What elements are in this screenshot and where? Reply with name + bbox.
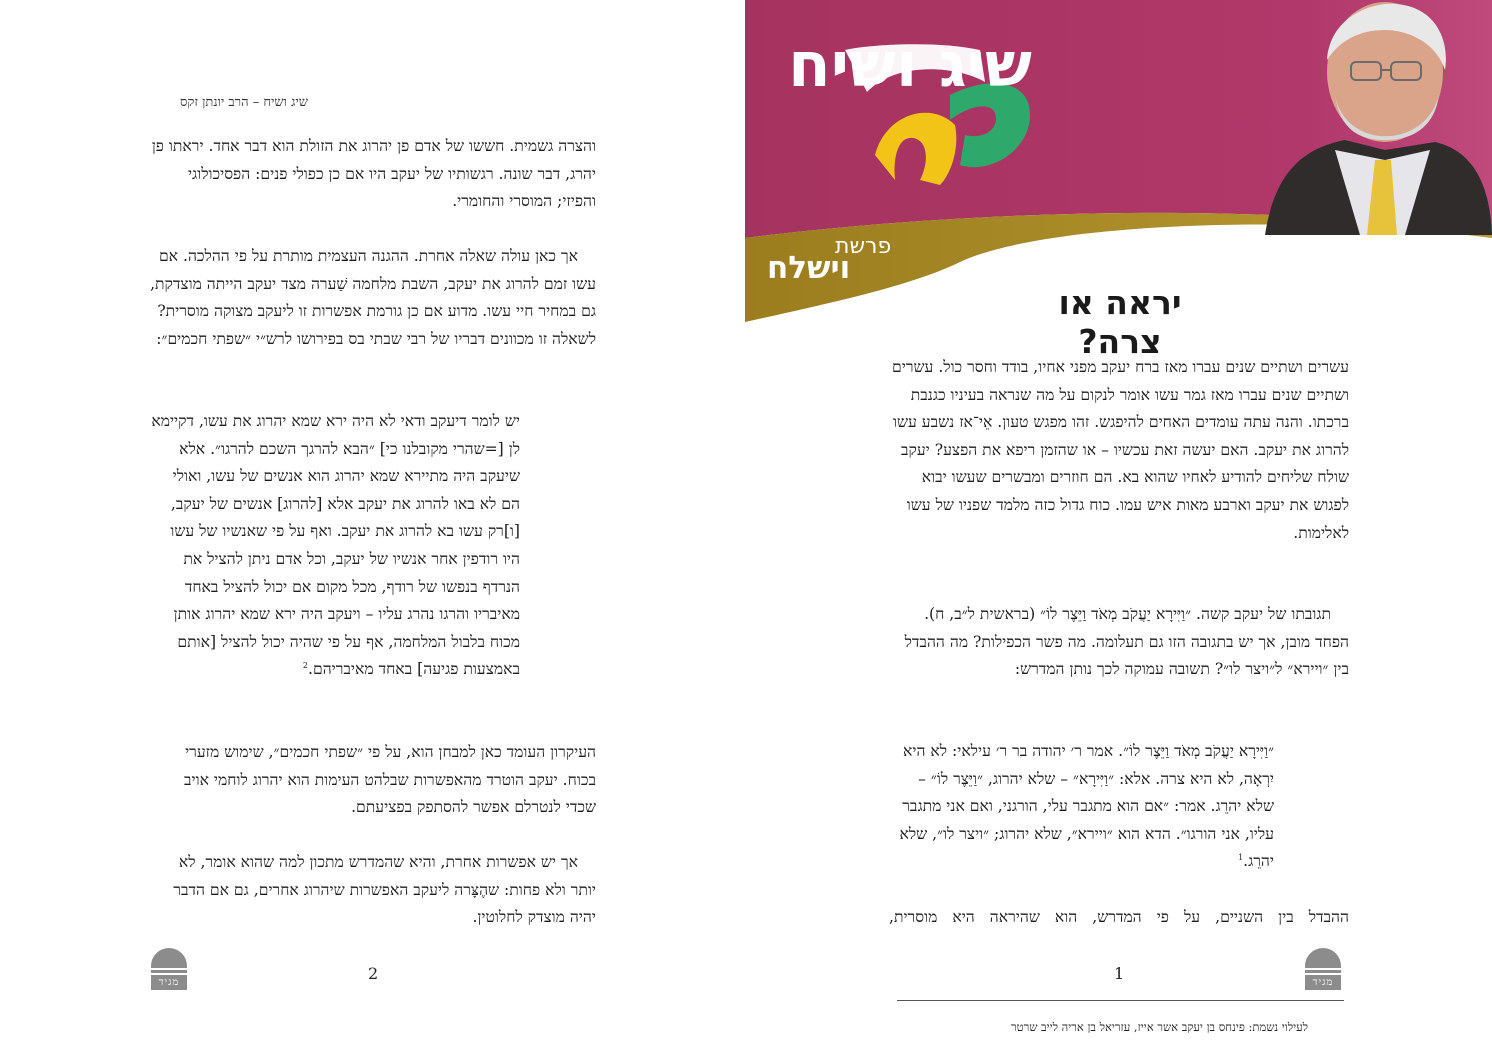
right-paragraph-2 xyxy=(889,601,1349,684)
paragraph-text: והצרה גשמית. חששו של אדם פן יהרוג את הזולת הוא דבר אחד. יראתו פן יהרג, דבר שונה. רגשותיו של יעקב היו אם כן כפולי פנים: הפסיכולוגי והפיזי; המוסרי והחומרי. xyxy=(151,137,596,211)
paragraph-text: אך יש אפשרות אחרת, והיא שהמדרש מתכון למה שהוא אומר, לא יותר ולא פחות: שהֶצָּרה ליעקב האפשרות שיהרוג אחרים, גם אם הדבר יהיה מוצדק לחלוטין. xyxy=(173,853,596,927)
paragraph-text: עשרים ושתיים שנים עברו מאז ברח יעקב מפני אחיו, בודד וחסר כול. עשרים ושתיים שנים עברו מאז גמר עשו אומר לנקום על מה שנראה בעיניו כגנבת ברכתו. והנה עתה עומדים האחים להיפגש. זהו מפגש טעון. אֵי־אז נשבע עשו להרוג את יעקב. האם יעשה זאת עכשיו – או שהזמן ריפא את הפצע? יעקב שולח שליחים להודיע לאחיו שהוא בא. הם חוזרים ומבשרים שעשו יבוא לפגוש את יעקב וארבע מאות איש עמו. כוח גדול כזה מלמד שפניו של עשו לאלימות. xyxy=(892,358,1349,542)
publisher-logo xyxy=(1305,948,1341,990)
left-quote-block xyxy=(150,408,520,684)
left-page xyxy=(0,0,745,1058)
left-paragraph-4 xyxy=(150,849,596,932)
right-quote-block xyxy=(889,738,1274,876)
page-number: 2 xyxy=(368,964,379,983)
quote-text: יש לומר דיעקב ודאי לא היה ירא שמא יהרוג את עשו, דקיימא לן [=שהרי מקובלנו כי] ״הבא להרגך השכם להרגו״. אלא שיעקב היה מתיירא שמא יהרוג הוא אנשים של עשו, ואולי הם לא באו להרוג את יעקב אלא [להרוג] אנשים של יעקב, [ו]רק עשו בא להרוג את יעקב. ואף על פי שאנשיו של עשו היו רודפין אחר אנשיו של יעקב, וכל אדם ניתן להציל את הנרדף בנפשו של רודף, מכל מקום אם יכול להציל באחד מאיבריו והרגו נהרג עליו – ויעקב היה ירא שמא יהרוג אותן מכוח בלבול המלחמה, אף על פי שהיה יכול להציל [אותם באמצעות פגיעה] באחד מאיבריהם. xyxy=(151,412,520,679)
footnote-marker: 1 xyxy=(1238,853,1244,863)
publisher-logo xyxy=(151,948,187,990)
footer-divider xyxy=(897,1000,1344,1001)
parasha-label: פרשת xyxy=(835,234,892,259)
right-paragraph-3 xyxy=(889,904,1349,932)
paragraph-text: אך כאן עולה שאלה אחרת. ההגנה העצמית מותרת על פי ההלכה. אם עשו זמם להרוג את יעקב, השבת מלחמה שַׁערה מצד יעקב הייתה מוצדקת, גם במחיר חיי עשו. מדוע אם כן גורמת אפשרות זו ליעקב מצוקה מוסרית? לשאלה זו מכוונים דבריו של רבי שבתי בס בפירושו לרש״י ״שפתי חכמים״: xyxy=(150,247,596,348)
left-paragraph-1 xyxy=(150,133,596,216)
parasha-name: וישלח xyxy=(767,250,851,286)
paragraph-text: העיקרון העומד כאן למבחן הוא, על פי ״שפתי חכמים״, שימוש מזערי בכוח. יעקב הוטרד מהאפשרות שבלהט העימות הוא יהרוג לוחמי אויב שכדי לנטרלם אפשר להסתפק בפציעתם. xyxy=(183,743,596,817)
publisher-logo-text: מגיד xyxy=(151,975,187,990)
paragraph-text: ההבדל בין השניים, על פי המדרש, הוא שהיראה היא מוסרית, xyxy=(889,908,1349,926)
page-number: 1 xyxy=(1114,964,1125,983)
left-paragraph-3 xyxy=(150,739,596,822)
dedication-line: לעילוי נשמת: פינחס בן יעקב אשר אייז, עזריאל בן אריה לייב שרטר xyxy=(1011,1020,1308,1034)
left-paragraph-2 xyxy=(150,243,596,353)
right-page xyxy=(745,0,1492,1058)
publisher-logo-text: מגיד xyxy=(1305,975,1341,990)
dome-icon xyxy=(151,948,187,968)
paragraph-text: תגובתו של יעקב קשה. ״וַיִּירָא יַעֲקֹב מְאֹד וַיֵּצֶר לוֹ״ (בראשית ל״ב, ח). הפחד מובן, אך יש בתגובה הזו גם תעלומה. מה פשר הכפילות? מה ההבדל בין ״ויירא״ ל״ויצר לו״? תשובה עמוקה לכך נותן המדרש: xyxy=(904,605,1349,679)
right-paragraph-1 xyxy=(889,354,1349,547)
series-logo: שיג ושיח xyxy=(788,28,1032,101)
quote-text: ״וַיִּירָא יַעֲקֹב מְאֹד וַיֵּצֶר לוֹ״. אמר ר׳ יהודה בר ר׳ עילאי: לא היא יִרְאָה, לא היא צרה. אלא: ״וַיִּירָא״ – שלא יהרוג, ״וַיֵּצֶר לוֹ״ – שלא יהרֵג. אמר: ״אם הוא מתגבר עלי, הורגני, ואם אני מתגבר עליו, אני הורגו״. הדא הוא ״ויירא״, שלא יהרוג; ״ויצר לו״, שלא יהרֵג. xyxy=(899,742,1274,871)
running-head: שיג ושיח – הרב יונתן זקס xyxy=(179,95,308,110)
article-title: יראה או צרה? xyxy=(1058,283,1182,361)
footnote-marker: 2 xyxy=(302,661,309,671)
dome-icon xyxy=(1305,948,1341,968)
